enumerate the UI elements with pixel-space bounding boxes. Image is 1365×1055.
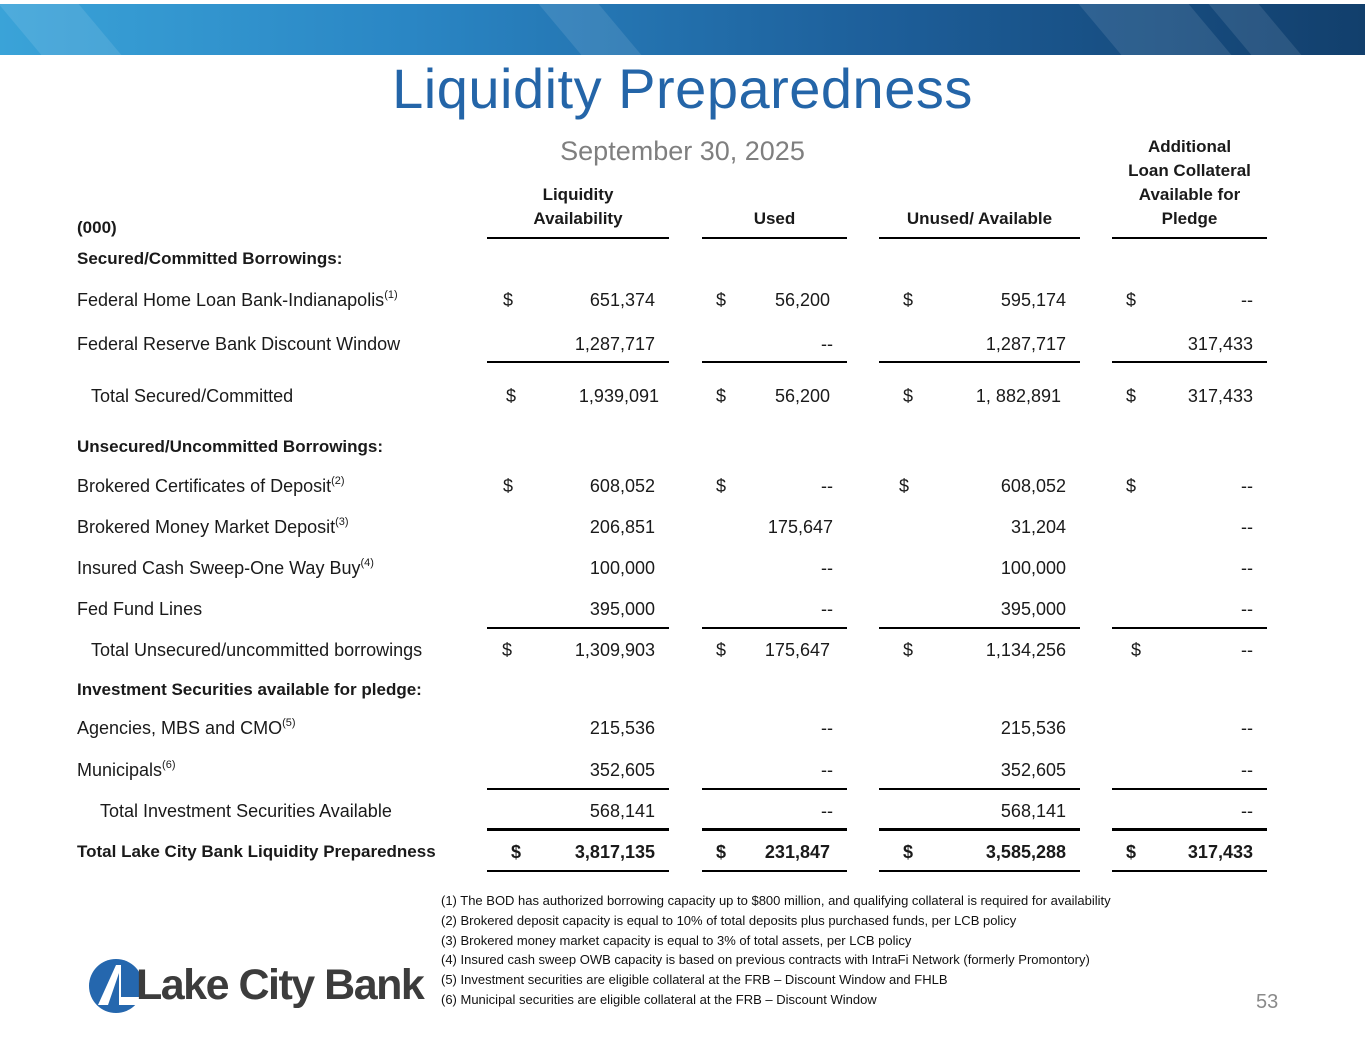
header-rule <box>1112 237 1267 239</box>
footnote: (1) The BOD has authorized borrowing capacity up to $800 million, and qualifying collateral is required for availability <box>441 893 1111 908</box>
row-label: Federal Reserve Bank Discount Window <box>77 334 401 354</box>
company-logo <box>88 954 424 1018</box>
table-row: Total Secured/Committed $ 1,939,091 $ 56,200 $ 1, 882,891 $ 317,433 <box>91 386 1253 406</box>
header-additional-collateral: Additional Loan Collateral Available for Pledge <box>1128 137 1251 228</box>
table-row: Brokered Certificates of Deposit$^{(2)}$ $ 608,052 $ -- $ 608,052 $ -- <box>77 475 1253 496</box>
section-heading: Investment Securities available for pledge: <box>77 680 422 699</box>
footnote: (2) Brokered deposit capacity is equal to 10% of total deposits plus purchased funds, per LCB policy <box>441 912 1017 928</box>
header-used: Used <box>753 209 796 228</box>
subtotal-rule <box>1112 627 1267 629</box>
row-label: Agencies, MBS and CMO$^{(5)}$ <box>77 717 296 738</box>
subtotal-rule <box>702 627 847 629</box>
unit-label: (000) <box>77 218 117 237</box>
table-row: Federal Home Loan Bank-Indianapolis$^{(1)}$ $ 651,374 $ 56,200 $ 595,174 $ -- <box>77 289 1253 310</box>
subtotal-rule <box>487 788 669 790</box>
total-rule <box>879 828 1080 831</box>
subtotal-rule <box>487 627 669 629</box>
header-liquidity-availability: Liquidity Availability <box>533 185 623 228</box>
grand-total-row: Total Lake City Bank Liquidity Preparedness $ 3,817,135 $ 231,847 $ 3,585,288 $ 317,433 <box>77 842 1253 862</box>
row-label: Total Unsecured/uncommitted borrowings <box>91 640 423 660</box>
row-label: Brokered Certificates of Deposit$^{(2)}$ <box>77 475 345 496</box>
row-label: Brokered Money Market Deposit$^{(3)}$ <box>77 516 349 537</box>
header-banner <box>0 4 1365 55</box>
double-underline <box>879 870 1080 872</box>
header-rule <box>702 237 847 239</box>
table-row: Total Investment Securities Available 568,141 -- 568,141 -- <box>100 801 1253 821</box>
table-row: Brokered Money Market Deposit$^{(3)}$ 206,851 175,647 31,204 -- <box>77 516 1253 537</box>
header-rule <box>487 237 669 239</box>
table-row: Federal Reserve Bank Discount Window 1,287,717 -- 1,287,717 317,433 <box>77 334 1253 354</box>
table-row: Municipals$^{(6)}$ 352,605 -- 352,605 -- <box>77 759 1253 780</box>
row-label: Total Investment Securities Available <box>100 801 392 821</box>
subtotal-rule <box>879 361 1080 363</box>
subtotal-rule <box>1112 788 1267 790</box>
page-number: 53 <box>1256 991 1279 1013</box>
logo-wordmark: Lake City Bank <box>136 961 424 1009</box>
total-rule <box>487 828 669 831</box>
double-underline <box>487 870 669 872</box>
subtotal-rule <box>487 361 669 363</box>
header-rule <box>879 237 1080 239</box>
total-rule <box>702 828 847 831</box>
double-underline <box>1112 870 1267 872</box>
subtotal-rule <box>702 361 847 363</box>
double-underline <box>702 870 847 872</box>
slide-subtitle: September 30, 2025 <box>560 136 805 166</box>
table-row: Total Unsecured/uncommitted borrowings $ 1,309,903 $ 175,647 $ 1,134,256 $ -- <box>91 640 1253 660</box>
subtotal-rule <box>1112 361 1267 363</box>
slide-title: Liquidity Preparedness <box>392 57 973 120</box>
section-heading: Unsecured/Uncommitted Borrowings: <box>77 437 384 456</box>
footnote: (4) Insured cash sweep OWB capacity is based on previous contracts with IntraFi Network (formerly Promontory) <box>441 952 1090 968</box>
table-row: Agencies, MBS and CMO$^{(5)}$ 215,536 -- 215,536 -- <box>77 717 1253 738</box>
table-row: Fed Fund Lines 395,000 -- 395,000 -- <box>77 599 1253 619</box>
subtotal-rule <box>879 627 1080 629</box>
footnote: (3) Brokered money market capacity is equal to 3% of total assets, per LCB policy <box>441 932 912 948</box>
subtotal-rule <box>879 788 1080 790</box>
footnotes <box>441 891 1111 1010</box>
row-label: Federal Home Loan Bank-Indianapolis$^{(1)}$ <box>77 289 398 310</box>
row-label: Insured Cash Sweep-One Way Buy$^{(4)}$ <box>77 557 374 578</box>
row-label: Fed Fund Lines <box>77 599 203 619</box>
row-label: Municipals$^{(6)}$ <box>77 759 176 780</box>
row-label: Total Secured/Committed <box>91 386 294 406</box>
subtotal-rule <box>702 788 847 790</box>
footnote: (5) Investment securities are eligible collateral at the FRB – Discount Window and FHLB <box>441 972 948 988</box>
section-heading: Secured/Committed Borrowings: <box>77 249 343 268</box>
header-unused-available: Unused/ Available <box>906 209 1053 228</box>
total-rule <box>1112 828 1267 831</box>
row-label: Total Lake City Bank Liquidity Preparedness <box>77 842 436 861</box>
footnote: (6) Municipal securities are eligible collateral at the FRB – Discount Window <box>441 991 877 1007</box>
table-row: Insured Cash Sweep-One Way Buy$^{(4)}$ 100,000 -- 100,000 -- <box>77 557 1253 578</box>
